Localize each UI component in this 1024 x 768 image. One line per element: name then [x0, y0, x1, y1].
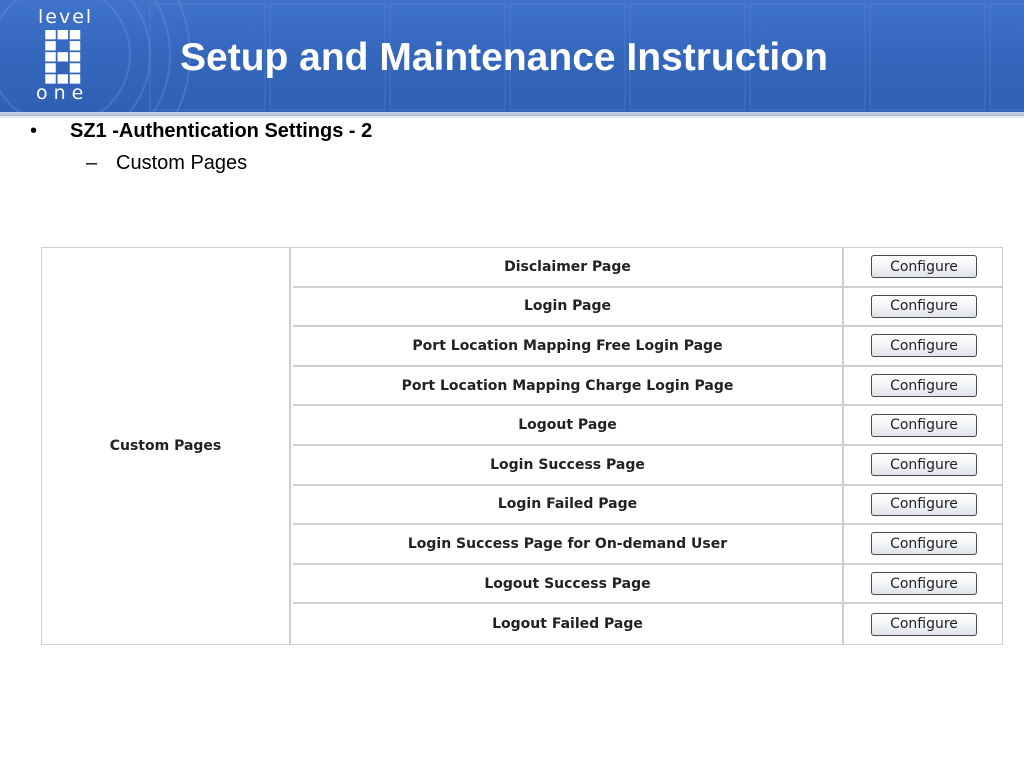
- bullet-text: SZ1 -Authentication Settings - 2: [70, 120, 373, 142]
- configure-button[interactable]: Configure: [871, 374, 977, 397]
- sub-bullet-text: Custom Pages: [116, 152, 248, 174]
- row-action-cell: [846, 406, 1002, 444]
- custom-pages-table: [41, 247, 1003, 645]
- row-action-cell: [846, 486, 1002, 524]
- configure-button[interactable]: Configure: [871, 613, 977, 636]
- row-action-cell: [846, 446, 1002, 484]
- row-label: Logout Failed Page: [293, 604, 844, 644]
- logo-bottom-text: one: [36, 82, 90, 104]
- table-row: [293, 446, 1002, 486]
- row-label: Disclaimer Page: [293, 248, 844, 286]
- row-label: Logout Success Page: [293, 565, 844, 603]
- configure-button[interactable]: Configure: [871, 453, 977, 476]
- row-action-cell: [846, 288, 1002, 326]
- configure-button[interactable]: Configure: [871, 414, 977, 437]
- row-label: Login Page: [293, 288, 844, 326]
- table-row: [293, 327, 1002, 367]
- logo-top-text: level: [38, 6, 94, 28]
- row-action-cell: [846, 565, 1002, 603]
- header-divider-highlight: [0, 116, 1024, 118]
- group-label: Custom Pages: [42, 248, 291, 644]
- table-row: [293, 525, 1002, 565]
- row-action-cell: [846, 604, 1002, 644]
- page-title: Setup and Maintenance Instruction: [180, 36, 828, 79]
- table-row: [293, 406, 1002, 446]
- bullet-item: [30, 120, 372, 143]
- row-action-cell: [846, 248, 1002, 286]
- row-label: Port Location Mapping Charge Login Page: [293, 367, 844, 405]
- row-label: Login Success Page: [293, 446, 844, 484]
- configure-button[interactable]: Configure: [871, 532, 977, 555]
- row-label: Login Failed Page: [293, 486, 844, 524]
- header-banner: [0, 0, 1024, 116]
- row-label: Logout Page: [293, 406, 844, 444]
- configure-button[interactable]: Configure: [871, 572, 977, 595]
- table-row: [293, 486, 1002, 526]
- table-row: [293, 565, 1002, 605]
- table-row: [293, 248, 1002, 288]
- row-label: Port Location Mapping Free Login Page: [293, 327, 844, 365]
- row-label: Login Success Page for On-demand User: [293, 525, 844, 563]
- table-row: [293, 604, 1002, 644]
- row-action-cell: [846, 525, 1002, 563]
- configure-button[interactable]: Configure: [871, 493, 977, 516]
- table-row: [293, 367, 1002, 407]
- configure-button[interactable]: Configure: [871, 295, 977, 318]
- custom-pages-rows: [293, 248, 1002, 644]
- row-action-cell: [846, 367, 1002, 405]
- configure-button[interactable]: Configure: [871, 334, 977, 357]
- table-row: [293, 288, 1002, 328]
- levelone-logo-icon: [38, 30, 98, 86]
- bullet-icon: •: [30, 120, 38, 142]
- dash-icon: –: [86, 152, 98, 174]
- sub-bullet-item: [86, 152, 247, 175]
- configure-button[interactable]: Configure: [871, 255, 977, 278]
- row-action-cell: [846, 327, 1002, 365]
